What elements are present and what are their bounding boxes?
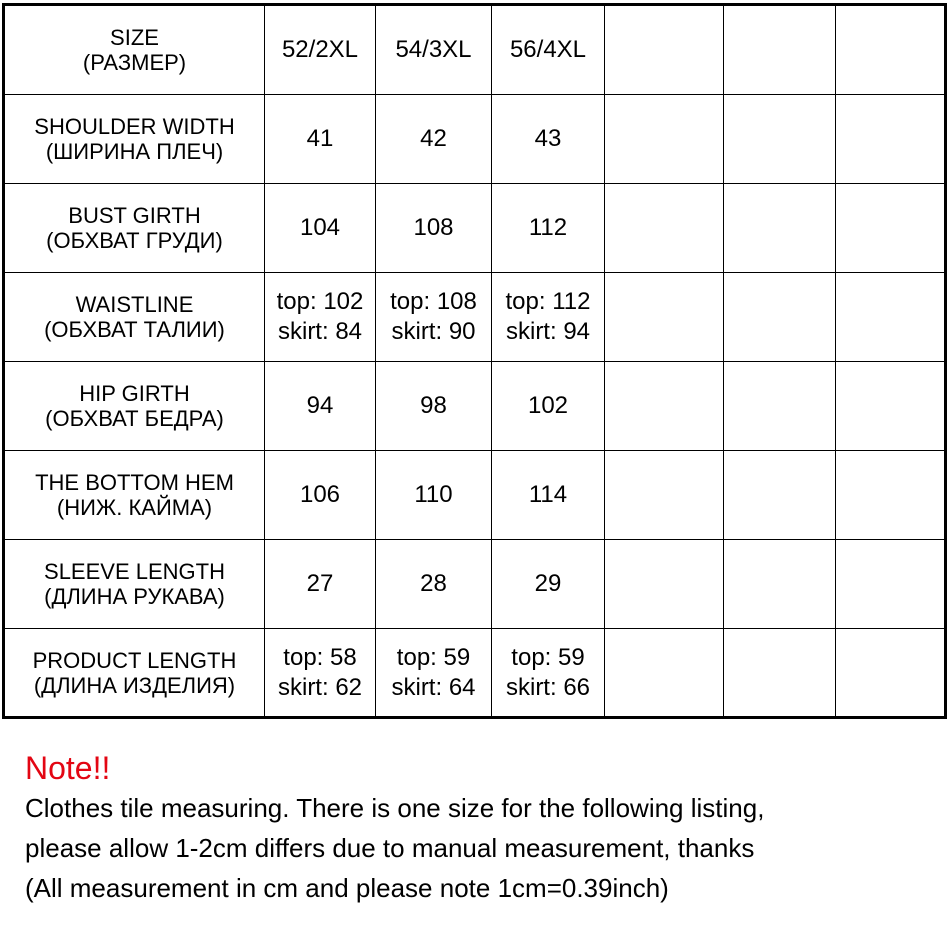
measurement-value: 94	[306, 392, 334, 419]
measurement-value: 104	[299, 214, 341, 241]
measurement-label-cell	[4, 629, 265, 718]
measurement-value-cell	[376, 273, 492, 362]
measurement-value: top: 112	[505, 288, 591, 315]
measurement-value: top: 59	[511, 643, 585, 671]
measurement-value-cell	[376, 629, 492, 718]
table-row	[4, 540, 946, 629]
measurement-label-cell-en: THE BOTTOM HEM	[35, 470, 234, 495]
header-row	[4, 5, 946, 95]
measurement-value: top: 108	[390, 288, 477, 315]
size-label-cell	[4, 5, 265, 95]
measurement-label-cell-en: SLEEVE LENGTH	[44, 559, 225, 584]
measurement-value-cell	[492, 451, 605, 540]
empty-cell	[724, 184, 836, 273]
measurement-value: skirt: 90	[391, 318, 476, 345]
note-line-3: (All measurement in cm and please note 1cm=0.39inch)	[25, 873, 669, 903]
table-row	[4, 273, 946, 362]
measurement-value: skirt: 62	[277, 673, 363, 701]
measurement-value: 98	[420, 392, 447, 419]
measurement-value-cell	[492, 540, 605, 629]
measurement-value-cell	[265, 95, 376, 184]
measurement-value: skirt: 94	[505, 318, 591, 345]
table-row	[4, 184, 946, 273]
note-title: Note!!	[25, 750, 111, 786]
measurement-value-cell	[376, 540, 492, 629]
measurement-label-cell-en: HIP GIRTH	[79, 381, 190, 406]
measurement-value-cell	[376, 95, 492, 184]
size-header-cell: 56/4XL	[492, 5, 605, 95]
empty-cell	[605, 95, 724, 184]
measurement-value: skirt: 64	[391, 673, 476, 701]
empty-cell	[724, 540, 836, 629]
table-row	[4, 95, 946, 184]
measurement-value: 112	[528, 214, 568, 241]
measurement-value: 41	[306, 125, 334, 152]
empty-cell	[836, 95, 946, 184]
table-row	[4, 629, 946, 718]
empty-cell	[724, 273, 836, 362]
empty-cell	[724, 95, 836, 184]
measurement-value-cell	[492, 184, 605, 273]
measurement-label-cell	[4, 362, 265, 451]
empty-cell	[605, 362, 724, 451]
note-line-1: Clothes tile measuring. There is one size for the following listing,	[25, 793, 765, 823]
measurement-value-cell	[265, 540, 376, 629]
note-section	[25, 748, 945, 908]
measurement-label-cell-ru: (ОБХВАТ БЕДРА)	[45, 406, 224, 431]
size-chart-table	[2, 3, 947, 719]
size-label-cell-ru: (РАЗМЕР)	[82, 50, 187, 75]
empty-cell	[836, 273, 946, 362]
measurement-value: 102	[527, 392, 569, 419]
table-row	[4, 362, 946, 451]
measurement-value-cell	[265, 184, 376, 273]
measurement-value: 28	[420, 570, 447, 597]
empty-header-cell	[724, 5, 836, 95]
table-row	[4, 451, 946, 540]
measurement-label-cell	[4, 540, 265, 629]
empty-cell	[836, 451, 946, 540]
empty-cell	[724, 629, 836, 718]
measurement-value-cell	[376, 184, 492, 273]
measurement-value-cell	[265, 273, 376, 362]
measurement-value: 29	[534, 570, 562, 597]
size-header-cell: 52/2XL	[265, 5, 376, 95]
measurement-label-cell-en: PRODUCT LENGTH	[32, 647, 237, 673]
measurement-label-cell	[4, 451, 265, 540]
measurement-value: skirt: 84	[277, 318, 363, 345]
measurement-value-cell	[265, 451, 376, 540]
measurement-value-cell	[492, 95, 605, 184]
empty-cell	[605, 184, 724, 273]
measurement-label-cell-ru: (ОБХВАТ ГРУДИ)	[46, 228, 223, 253]
measurement-value: 114	[528, 481, 568, 508]
measurement-label-cell-ru: (ДЛИНА РУКАВА)	[44, 584, 225, 609]
measurement-value: top: 102	[276, 288, 364, 315]
note-line-2: please allow 1-2cm differs due to manual measurement, thanks	[25, 833, 755, 863]
measurement-value: 27	[306, 570, 334, 597]
size-chart-body	[4, 5, 946, 718]
empty-cell	[836, 184, 946, 273]
empty-cell	[724, 451, 836, 540]
measurement-value: top: 58	[283, 643, 357, 671]
empty-header-cell	[836, 5, 946, 95]
measurement-value-cell	[265, 629, 376, 718]
empty-cell	[605, 273, 724, 362]
measurement-value-cell	[265, 362, 376, 451]
measurement-value-cell	[492, 629, 605, 718]
measurement-value-cell	[376, 451, 492, 540]
measurement-label-cell	[4, 184, 265, 273]
empty-header-cell	[605, 5, 724, 95]
measurement-value: top: 59	[396, 643, 471, 671]
measurement-label-cell-en: BUST GIRTH	[68, 203, 201, 228]
measurement-label-cell-ru: (ОБХВАТ ТАЛИИ)	[44, 317, 225, 342]
measurement-value: 42	[420, 125, 447, 152]
measurement-label-cell	[4, 95, 265, 184]
empty-cell	[605, 629, 724, 718]
measurement-label-cell-en: WAISTLINE	[75, 292, 194, 317]
empty-cell	[836, 362, 946, 451]
measurement-value-cell	[376, 362, 492, 451]
empty-cell	[605, 540, 724, 629]
measurement-value: skirt: 66	[505, 673, 591, 701]
measurement-label-cell-en: SHOULDER WIDTH	[34, 114, 235, 139]
empty-cell	[724, 362, 836, 451]
measurement-value: 108	[413, 214, 454, 241]
measurement-value-cell	[492, 362, 605, 451]
measurement-value: 43	[534, 125, 562, 152]
measurement-value-cell	[492, 273, 605, 362]
measurement-label-cell-ru: (ДЛИНА ИЗДЕЛИЯ)	[33, 672, 236, 698]
measurement-value: 110	[414, 481, 453, 508]
measurement-label-cell-ru: (НИЖ. КАЙМА)	[56, 495, 213, 520]
empty-cell	[836, 629, 946, 718]
measurement-label-cell-ru: (ШИРИНА ПЛЕЧ)	[45, 139, 224, 164]
size-header-cell: 54/3XL	[376, 5, 492, 95]
empty-cell	[836, 540, 946, 629]
measurement-value: 106	[299, 481, 341, 508]
measurement-label-cell	[4, 273, 265, 362]
size-label-cell-en: SIZE	[110, 25, 159, 50]
empty-cell	[605, 451, 724, 540]
